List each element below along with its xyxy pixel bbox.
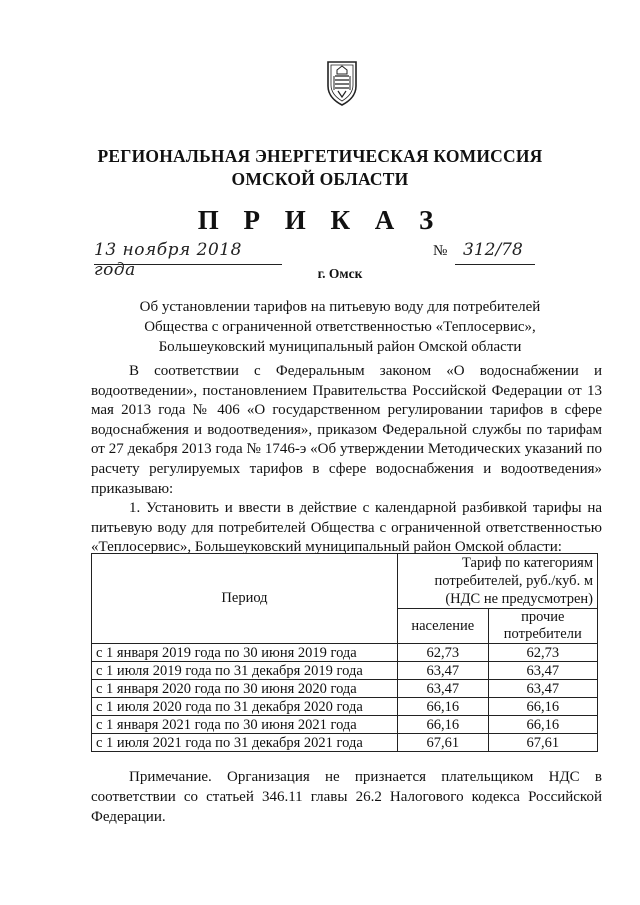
cell-other-consumers: 67,61 [488,734,598,752]
number-label: № [433,243,448,259]
cell-period: с 1 января 2019 года по 30 июня 2019 года [92,644,398,662]
table-row [92,680,598,698]
cell-other-consumers: 62,73 [488,644,598,662]
cell-population: 66,16 [398,716,489,734]
number-field [455,242,535,265]
cell-population: 67,61 [398,734,489,752]
handwritten-date: 13 ноября 2018 года [94,240,242,280]
date-field [94,240,282,280]
cell-period: с 1 января 2021 года по 30 июня 2021 года [92,716,398,734]
cell-period: с 1 января 2020 года по 30 июня 2020 года [92,680,398,698]
coat-of-arms-icon [326,60,358,106]
table-row [92,662,598,680]
order-body [91,362,602,558]
header-other-consumers [488,609,598,644]
organization-name-line1: РЕГИОНАЛЬНАЯ ЭНЕРГЕТИЧЕСКАЯ КОМИССИЯ [97,146,543,166]
cell-period: с 1 июля 2020 года по 31 декабря 2020 года [92,698,398,716]
document-type-title: П Р И К А З [197,205,443,235]
header-period: Период [92,554,398,644]
header-tariff-line3: (НДС не предусмотрен) [445,591,593,607]
order-subject [100,297,580,357]
cell-other-consumers: 66,16 [488,698,598,716]
table-row [92,716,598,734]
note-text: Примечание. Организация не признается плательщиком НДС в соответствии со статьей 346.11 главы 26.2 Налогового кодекса Российской Федерации. [91,769,602,825]
organization-name-line2: ОМСКОЙ ОБЛАСТИ [231,169,409,189]
header-tariff-line2: потребителей, руб./куб. м [434,573,593,589]
cell-period: с 1 июля 2021 года по 31 декабря 2021 года [92,734,398,752]
subject-line3: Большеуковский муниципальный район Омской области [158,339,522,355]
header-population: население [398,609,489,644]
header-other-line2: потребители [503,626,582,642]
cell-other-consumers: 66,16 [488,716,598,734]
table-header-row [92,554,598,609]
item-1-paragraph: 1. Установить и ввести в действие с календарной разбивкой тарифы на питьевую воду для потребителей Общества с ограниченной ответственностью «Теплосервис», Большеуковский муниципальный район Омской области: [91,500,602,556]
cell-other-consumers: 63,47 [488,662,598,680]
cell-population: 63,47 [398,662,489,680]
cell-population: 66,16 [398,698,489,716]
subject-line2: Общества с ограниченной ответственностью «Теплосервис», [144,319,536,335]
handwritten-number: 312/78 [463,240,523,260]
subject-line1: Об установлении тарифов на питьевую воду для потребителей [139,299,541,315]
cell-population: 62,73 [398,644,489,662]
cell-other-consumers: 63,47 [488,680,598,698]
preamble-paragraph: В соответствии с Федеральным законом «О водоснабжении и водоотведении», постановлением Правительства Российской Федерации от 13 мая 2013 года № 406 «О государственном регулировании тарифов в сфере водоснабжения и водоотведения», приказом Федеральной службы по тарифам от 27 декабря 2013 года № 1746-э «Об утверждении Методических указаний по расчету регулируемых тарифов в сфере водоснабжения и водоотведения» приказываю: [91,363,602,497]
header-tariff [398,554,598,609]
table-row [92,644,598,662]
table-row [92,698,598,716]
header-other-line1: прочие [521,609,565,625]
tariff-table [91,553,598,752]
city: г. Омск [317,266,363,281]
header-tariff-line1: Тариф по категориям [462,555,593,571]
cell-period: с 1 июля 2019 года по 31 декабря 2019 года [92,662,398,680]
table-row [92,734,598,752]
cell-population: 63,47 [398,680,489,698]
note [91,767,602,827]
